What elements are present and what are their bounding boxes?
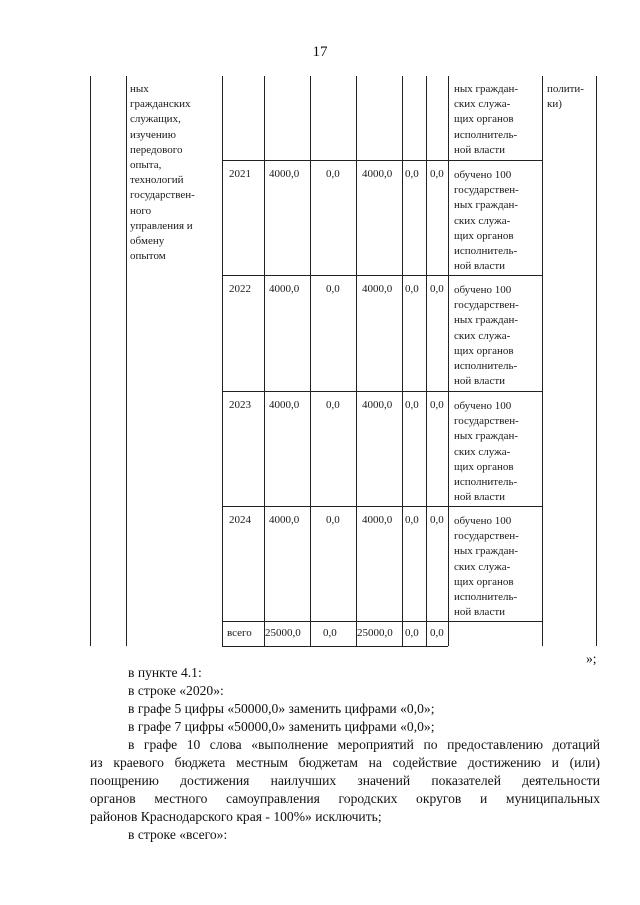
table-result-text: щих органов (454, 229, 514, 242)
table-gridline (596, 76, 597, 646)
paragraph-line: в строке «всего»: (128, 827, 228, 842)
table-value: 4000,0 (362, 283, 393, 295)
paragraph-line: в графе 7 цифры «50000,0» заменить цифрами «0,0»; (128, 719, 435, 734)
table-result-text: государствен- (454, 415, 519, 428)
table-result-text: обучено 100 (454, 169, 512, 181)
paragraph-line: в строке «2020»: (128, 683, 224, 698)
table-gridline (222, 275, 542, 276)
table-value: 0,0 (326, 283, 340, 295)
table-gridline (222, 646, 448, 647)
paragraph-line: в пункте 4.1: (128, 665, 202, 680)
table-result-text: ских служа- (454, 445, 511, 458)
table-value: 0,0 (430, 168, 444, 180)
table-result-text: ских служа- (454, 560, 511, 573)
table-result-text: ной власти (454, 260, 506, 273)
page-number: 17 (312, 44, 328, 60)
table-value: 4000,0 (269, 168, 300, 180)
table-value: 25000,0 (357, 627, 393, 639)
paragraph-line: в графе 5 цифры «50000,0» заменить цифрами «0,0»; (128, 701, 435, 716)
table-cell-text: служащих, (130, 113, 181, 126)
table-cell-text: исполнитель- (454, 128, 518, 141)
table-result-text: исполнитель- (454, 476, 518, 488)
table-value: 0,0 (326, 514, 340, 526)
table-gridline (426, 76, 427, 646)
table-cell-text: гражданских (130, 98, 191, 111)
table-result-text: обучено 100 (454, 515, 512, 527)
table-value: 4000,0 (362, 168, 393, 180)
table-value: 0,0 (405, 627, 419, 639)
table-gridline (222, 621, 542, 622)
table-value: 0,0 (430, 627, 444, 639)
table-value: 0,0 (326, 168, 340, 180)
table-value: 4000,0 (269, 283, 300, 295)
table-result-text: обучено 100 (454, 400, 512, 412)
table-result-text: ной власти (454, 375, 506, 388)
table-gridline (402, 76, 403, 646)
table-value: 25000,0 (265, 627, 301, 639)
table-year: 2023 (229, 399, 251, 411)
table-cell-text: ной власти (454, 143, 506, 156)
table-result-text: государствен- (454, 184, 519, 197)
table-gridline (126, 76, 127, 646)
table-value: 4000,0 (362, 514, 393, 526)
table-value: 4000,0 (362, 399, 393, 411)
table-gridline (222, 76, 223, 646)
table-result-text: ной власти (454, 606, 506, 619)
paragraph-line: районов Краснодарского края - 100%» исключить; (90, 809, 382, 824)
table-value: 0,0 (405, 399, 419, 411)
table-cell-text: управления и (130, 219, 193, 232)
table-result-text: обучено 100 (454, 284, 512, 296)
table-gridline (222, 506, 542, 507)
closing-quote: »; (586, 651, 597, 666)
table-cell-text: передового (130, 143, 183, 156)
table-value: 0,0 (405, 283, 419, 295)
table-value: 4000,0 (269, 399, 300, 411)
table-result-text: исполнитель- (454, 360, 518, 372)
table-value: 0,0 (405, 168, 419, 180)
table-gridline (310, 76, 311, 646)
paragraph-line: органов местного самоуправления городских округов и муниципальных (90, 791, 600, 806)
table-cell-text: ного (130, 204, 152, 217)
table-result-text: ских служа- (454, 329, 511, 342)
table-gridline (90, 76, 91, 646)
table-value: 0,0 (326, 399, 340, 411)
table-cell-text: щих органов (454, 113, 514, 126)
paragraph-line: поощрению достижения наилучших значений показателей деятельности (90, 773, 600, 788)
paragraph-line: в графе 10 слова «выполнение мероприятий по предоставлению дотаций (128, 737, 600, 752)
table-gridline (448, 76, 449, 646)
table-year: 2024 (229, 514, 251, 526)
table-gridline (356, 76, 357, 646)
table-cell-text: государствен- (130, 189, 195, 202)
table-gridline (222, 160, 542, 161)
paragraph-line: из краевого бюджета местным бюджетам на содействие достижению и (или) (90, 755, 600, 770)
table-cell-text: ки) (547, 98, 562, 111)
table-cell-text: ных (130, 83, 149, 95)
table-value: 0,0 (430, 514, 444, 526)
table-result-text: ных граждан- (454, 199, 519, 212)
table-total-label: всего (227, 627, 252, 639)
table-cell-text: технологий (130, 174, 184, 187)
table-year: 2021 (229, 168, 251, 180)
table-value: 4000,0 (269, 514, 300, 526)
table-result-text: ных граждан- (454, 314, 519, 327)
table-result-text: ских служа- (454, 214, 511, 227)
table-result-text: щих органов (454, 344, 514, 357)
table-result-text: щих органов (454, 460, 514, 473)
table-result-text: ной власти (454, 491, 506, 504)
table-result-text: исполнитель- (454, 591, 518, 603)
table-result-text: государствен- (454, 299, 519, 312)
table-result-text: ных граждан- (454, 430, 519, 443)
table-gridline (222, 391, 542, 392)
table-cell-text: изучению (130, 128, 176, 141)
table-result-text: исполнитель- (454, 245, 518, 257)
table-cell-text: ных граждан- (454, 83, 519, 95)
table-result-text: щих органов (454, 575, 514, 588)
table-cell-text: опытом (130, 250, 166, 263)
table-year: 2022 (229, 283, 251, 295)
table-value: 0,0 (430, 399, 444, 411)
table-cell-text: полити- (547, 83, 584, 95)
table-cell-text: обмену (130, 235, 165, 247)
table-value: 0,0 (323, 627, 337, 639)
table-value: 0,0 (405, 514, 419, 526)
table-value: 0,0 (430, 283, 444, 295)
table-gridline (542, 76, 543, 646)
table-cell-text: опыта, (130, 159, 162, 171)
table-result-text: ных граждан- (454, 545, 519, 558)
table-cell-text: ских служа- (454, 98, 511, 111)
table-gridline (264, 76, 265, 646)
table-result-text: государствен- (454, 530, 519, 543)
